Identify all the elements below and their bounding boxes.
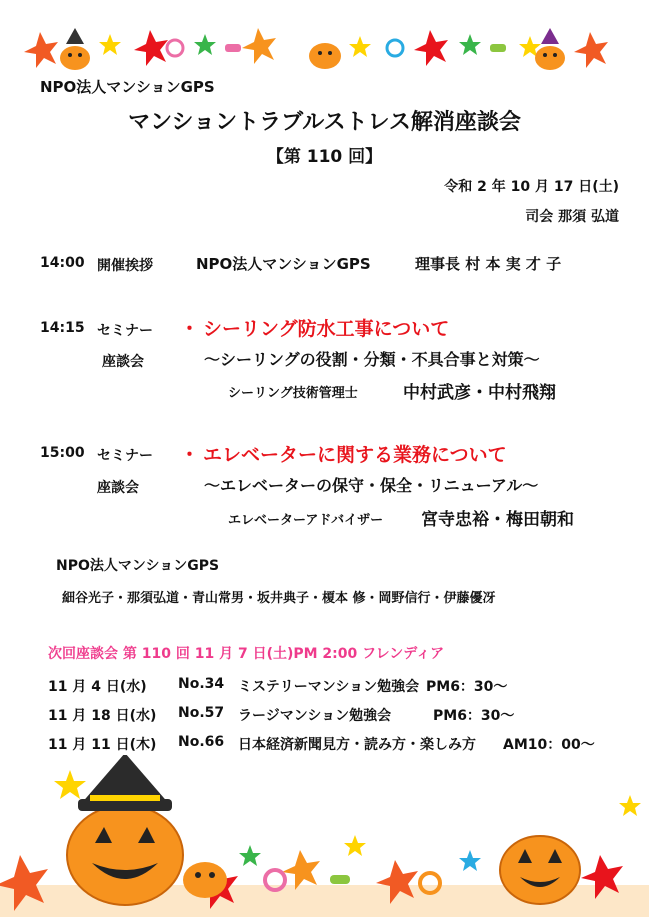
page-title: マンショントラブルストレス解消座談会 xyxy=(128,110,521,135)
event-number: No.57 xyxy=(178,705,225,721)
members-list: 細谷光子・那須弘道・青山常男・坂井典子・榎本 修・岡野信行・伊藤優冴 xyxy=(62,591,496,606)
next-meeting: 次回座談会 第 110 回 11 月 7 日(土)PM 2:00 フレンディア xyxy=(48,646,445,662)
session-label: セミナー xyxy=(97,323,153,339)
speaker-role: エレベーターアドバイザー xyxy=(228,513,384,528)
session-title: エレベーターに関する業務について xyxy=(203,444,507,466)
opening-person: 理事長 村 本 実 才 子 xyxy=(415,255,562,273)
session-label-2: 座談会 xyxy=(102,354,144,370)
event-title: 日本経済新聞見方・読み方・楽しみ方 xyxy=(238,737,476,753)
event-date: 11 月 4 日(水) xyxy=(48,679,147,695)
jack-o-lantern-icon xyxy=(67,755,580,905)
pumpkin-icon xyxy=(60,28,565,70)
session-title: シーリング防水工事について xyxy=(203,318,450,340)
speaker-names: 中村武彦・中村飛翔 xyxy=(403,383,556,403)
event-date: 11 月 11 日(木) xyxy=(48,737,157,753)
halloween-decoration-bottom xyxy=(0,755,649,917)
session-label: セミナー xyxy=(97,448,153,464)
opening-label: 開催挨拶 xyxy=(97,258,153,274)
session-subtitle: ～エレベーターの保守・保全・リニューアル～ xyxy=(204,476,539,495)
session-time: 15:00 xyxy=(40,445,85,461)
event-time: PM6：30～ xyxy=(426,679,508,695)
event-number: No.34 xyxy=(178,676,225,692)
event-time: AM10：00～ xyxy=(503,737,595,753)
session-label-2: 座談会 xyxy=(97,480,139,496)
event-number: No.66 xyxy=(178,734,225,750)
opening-org: NPO法人マンションGPS xyxy=(196,255,371,273)
org-name: NPO法人マンションGPS xyxy=(40,78,215,96)
session-time: 14:15 xyxy=(40,320,85,336)
session-bullet: ・ xyxy=(180,318,200,340)
event-date: 令和 2 年 10 月 17 日(土) xyxy=(444,179,619,195)
session-bullet: ・ xyxy=(180,444,200,466)
event-title: ラージマンション勉強会 xyxy=(238,708,392,724)
opening-time: 14:00 xyxy=(40,255,85,271)
speaker-role: シーリング技術管理士 xyxy=(228,386,358,401)
session-subtitle: ～シーリングの役割・分類・不具合事と対策～ xyxy=(204,350,540,369)
autumn-leaves-border-top xyxy=(0,22,649,78)
members-org: NPO法人マンションGPS xyxy=(56,558,220,574)
host-name: 司会 那須 弘道 xyxy=(525,209,619,225)
speaker-names: 宮寺忠裕・梅田朝和 xyxy=(421,510,574,530)
round-number: 【第 110 回】 xyxy=(266,147,383,167)
event-time: PM6：30～ xyxy=(433,708,515,724)
event-title: ミステリーマンション勉強会 xyxy=(238,679,420,695)
event-date: 11 月 18 日(水) xyxy=(48,708,157,724)
